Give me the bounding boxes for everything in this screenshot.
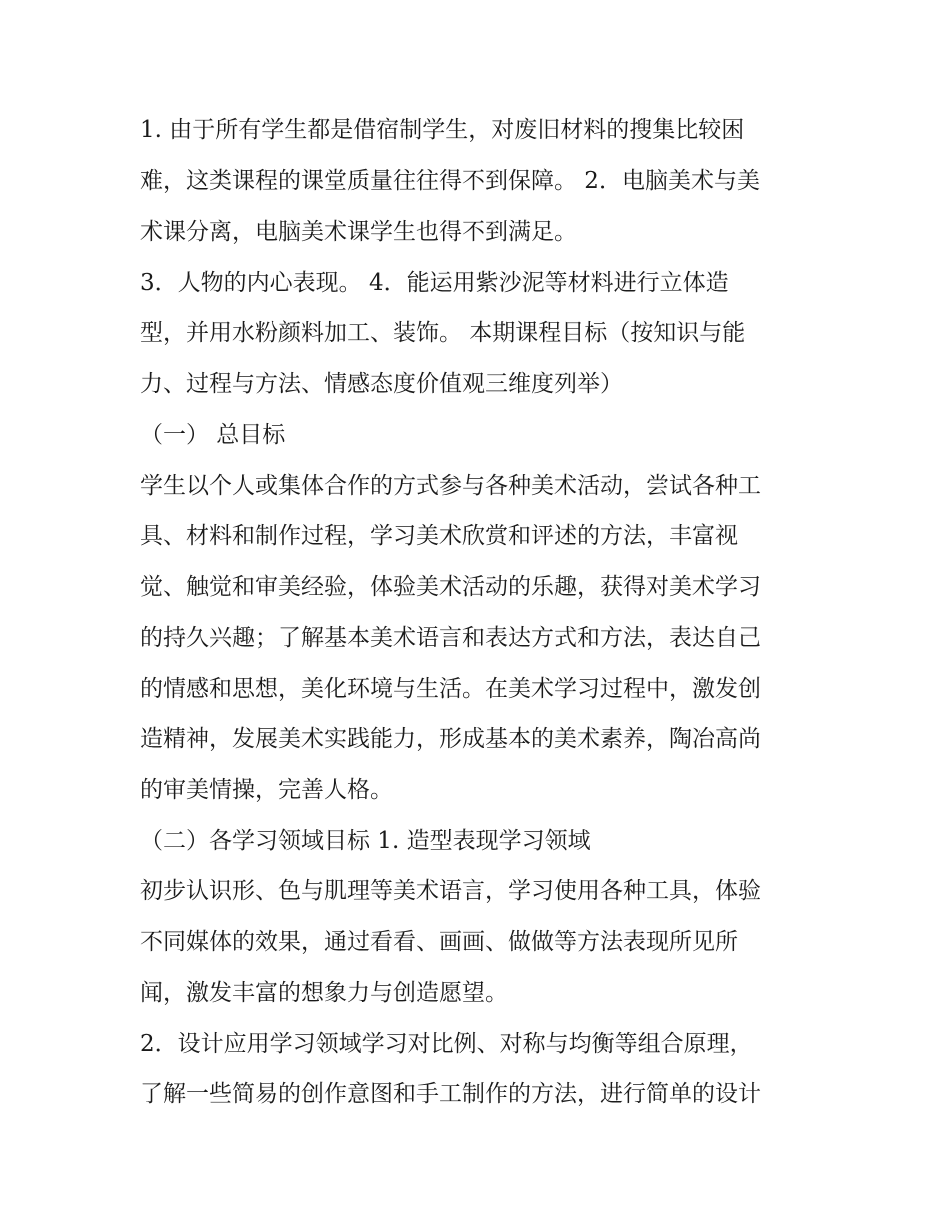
text-line: 具、材料和制作过程，学习美术欣赏和评述的方法，丰富视 xyxy=(140,523,738,549)
text-line: 力、过程与方法、情感态度价值观三维度列举） xyxy=(140,371,623,397)
text-line: 闻，激发丰富的想象力与创造愿望。 xyxy=(140,980,508,1006)
text-line: 学生以个人或集体合作的方式参与各种美术活动，尝试各种工 xyxy=(140,473,761,499)
text-line: 术课分离，电脑美术课学生也得不到满足。 xyxy=(140,219,577,245)
text-line: 初步认识形、色与肌理等美术语言，学习使用各种工具，体验 xyxy=(140,878,761,904)
section-heading: （二）各学习领域目标 1. 造型表现学习领域 xyxy=(140,828,591,854)
text-line: 觉、触觉和审美经验，体验美术活动的乐趣，获得对美术学习 xyxy=(140,574,761,600)
text-line: 不同媒体的效果，通过看看、画画、做做等方法表现所见所 xyxy=(140,929,738,955)
text-line: 的情感和思想，美化环境与生活。在美术学习过程中，激发创 xyxy=(140,676,761,702)
text-line: 2．设计应用学习领域学习对比例、对称与均衡等组合原理， xyxy=(140,1031,753,1057)
text-line: 难，这类课程的课堂质量往往得不到保障。 2．电脑美术与美 xyxy=(140,168,760,194)
text-line: 3．人物的内心表现。 4．能运用紫沙泥等材料进行立体造 xyxy=(140,270,729,296)
text-line: 造精神，发展美术实践能力，形成基本的美术素养，陶冶高尚 xyxy=(140,726,761,752)
text-line: 了解一些简易的创作意图和手工制作的方法，进行简单的设计 xyxy=(140,1081,761,1107)
text-line: 的审美情操，完善人格。 xyxy=(140,777,393,803)
text-line: 1. 由于所有学生都是借宿制学生，对废旧材料的搜集比较困 xyxy=(140,117,745,143)
section-heading: （一） 总目标 xyxy=(140,422,286,448)
text-line: 的持久兴趣；了解基本美术语言和表达方式和方法，表达自己 xyxy=(140,625,761,651)
text-line: 型，并用水粉颜料加工、装饰。 本期课程目标（按知识与能 xyxy=(140,320,746,346)
